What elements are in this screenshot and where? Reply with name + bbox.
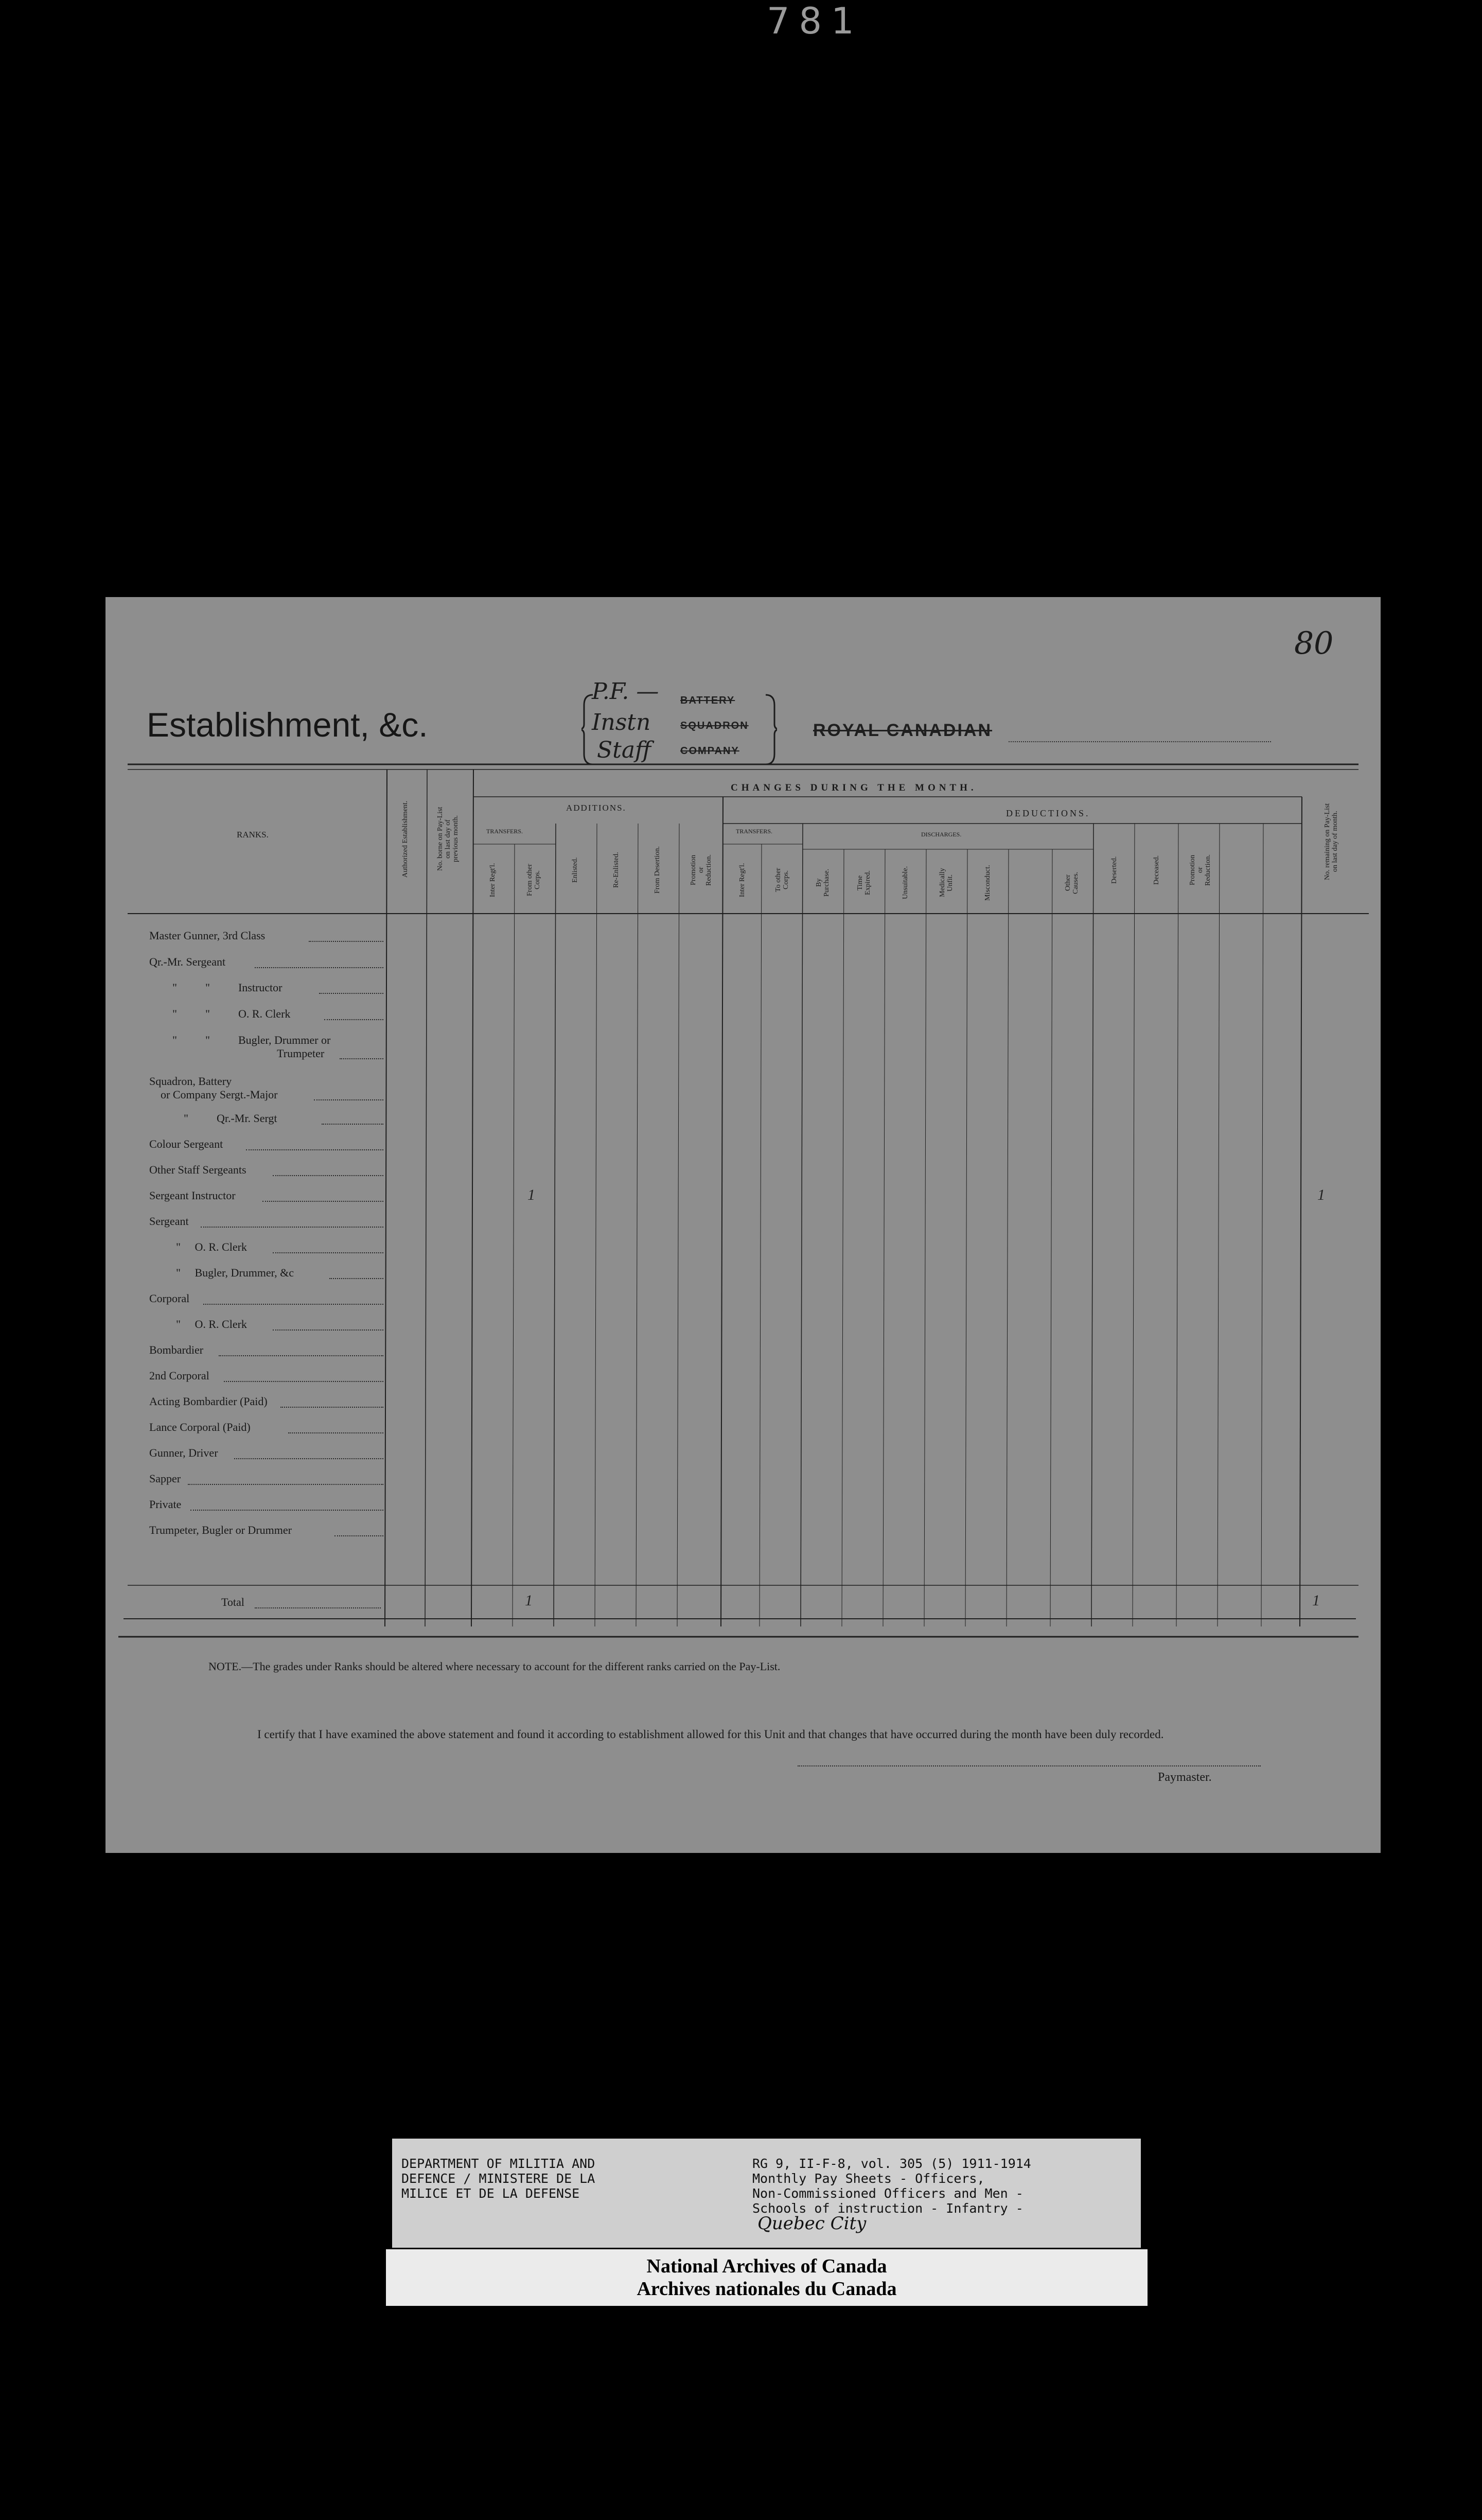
col-add-promotion-reduction: Promotion or Reduction. [690, 854, 713, 886]
col-add-enlisted: Enlisted. [571, 857, 579, 883]
rank-row-sapper: Sapper [149, 1472, 181, 1485]
archive-department: DEPARTMENT OF MILITIA AND DEFENCE / MINISTERE DE LA MILICE ET DE LA DEFENSE [401, 2156, 595, 2201]
struck-company: COMPANY [680, 745, 739, 757]
col-add-inter-regtl: Inter Regt'l. [489, 863, 497, 898]
rank-row-company-sergt-major: Squadron, Battery or Company Sergt.-Major [149, 1075, 278, 1101]
rank-leader-dots [324, 1019, 383, 1020]
rank-leader-dots [340, 1058, 383, 1059]
handwritten-unit-line-1: P.F. — [592, 678, 659, 705]
total-label: Total [221, 1596, 244, 1608]
handwritten-unit-line-3: Staff [597, 737, 651, 763]
deductions-transfers-label: TRANSFERS. [736, 828, 773, 835]
rank-row-qm-instructor: " " Instructor [172, 981, 283, 994]
rank-row-private: Private [149, 1498, 182, 1511]
rank-row-qm-or-clerk: " " O. R. Clerk [172, 1007, 291, 1020]
col-remaining-last-day: No. remaining on Pay-List on last day of month. [1324, 803, 1339, 880]
col-add-from-desertion: From Desertion. [654, 846, 661, 894]
unit-name: ROYAL CANADIAN [813, 721, 993, 740]
col-ded-inter-regtl: Inter Regt'l. [738, 863, 746, 898]
col-discharge-misconduct: Misconduct. [984, 865, 992, 901]
struck-squadron: SQUADRON [680, 720, 749, 731]
col-deceased: Deceased. [1153, 855, 1160, 885]
rank-leader-dots [314, 1099, 383, 1100]
rank-row-trumpeter: Trumpeter, Bugler or Drummer [149, 1524, 292, 1536]
col-ded-to-other-corps: To other Corps. [774, 868, 790, 892]
col-discharge-unsuitable: Unsuitable. [902, 866, 909, 900]
col-discharge-by-purchase: By Purchase. [815, 868, 831, 897]
rank-leader-dots [246, 1149, 383, 1150]
col-add-re-enlisted: Re-Enlisted. [612, 852, 620, 888]
paymaster-signature-line [798, 1765, 1261, 1766]
col-deserted: Deserted. [1110, 856, 1118, 884]
archives-banner [386, 2249, 1148, 2306]
changes-header: CHANGES DURING THE MONTH. [731, 782, 977, 793]
archive-handwritten-location: Quebec City [757, 2213, 867, 2234]
rank-leader-dots [273, 1252, 383, 1253]
rank-leader-dots [224, 1381, 383, 1382]
deductions-header: DEDUCTIONS. [1006, 808, 1090, 818]
paymaster-label: Paymaster. [1158, 1771, 1212, 1784]
col-borne-previous-month: No. borne on Pay-List on last day of previous month. [436, 807, 460, 871]
rank-leader-dots [309, 941, 383, 942]
archives-banner-english: National Archives of Canada [646, 2255, 887, 2277]
archives-banner-french: Archives nationales du Canada [637, 2278, 897, 2300]
col-add-from-other-corps: From other Corps. [526, 864, 541, 897]
rank-leader-dots [273, 1329, 383, 1331]
certificate-statement: I certify that I have examined the above statement and found it according to establishment allowed for this Unit and that changes that have occurred during the month have been duly recorded. [257, 1728, 1164, 1741]
discharges-label: DISCHARGES. [921, 831, 962, 838]
archive-reference: RG 9, II-F-8, vol. 305 (5) 1911-1914 Monthly Pay Sheets - Officers, Non-Commissioned Officers and Men - Schools of instruction - Infantry - [752, 2156, 1031, 2216]
rank-leader-dots [288, 1432, 383, 1433]
rank-row-company-qm-sergt: " Qr.-Mr. Sergt [172, 1112, 277, 1125]
rank-row-sergeant-or-clerk: " O. R. Clerk [165, 1240, 247, 1253]
rank-row-master-gunner: Master Gunner, 3rd Class [149, 929, 266, 942]
rank-row-2nd-corporal: 2nd Corporal [149, 1369, 209, 1382]
rank-row-qm-sergeant: Qr.-Mr. Sergeant [149, 955, 226, 968]
col-discharge-time-expired: Time Expired. [856, 870, 872, 895]
grades-note: NOTE.—The grades under Ranks should be altered where necessary to account for the different ranks carried on the Pay-List. [208, 1660, 781, 1673]
rank-row-other-staff-sergeants: Other Staff Sergeants [149, 1163, 246, 1176]
rank-leader-dots [322, 1124, 383, 1125]
sergeant-instructor-from-other-corps-value: 1 [527, 1186, 535, 1203]
additions-header: ADDITIONS. [566, 803, 626, 813]
rank-leader-dots [234, 1458, 383, 1459]
col-ded-promotion-reduction: Promotion or Reduction. [1189, 854, 1212, 886]
col-discharge-other-causes: Other Causes. [1064, 871, 1080, 894]
rank-row-sergeant-bugler: " Bugler, Drummer, &c [165, 1266, 294, 1279]
rank-row-corporal-or-clerk: " O. R. Clerk [165, 1318, 247, 1331]
rank-row-sergeant-instructor: Sergeant Instructor [149, 1189, 236, 1202]
rank-leader-dots [219, 1355, 383, 1356]
handwritten-unit-line-2: Instn [592, 709, 651, 736]
ranks-header: RANKS. [237, 830, 269, 839]
total-from-other-corps-value: 1 [525, 1592, 533, 1609]
rank-leader-dots [188, 1484, 383, 1485]
col-discharge-medically-unfit: Medically Unfit. [939, 868, 954, 898]
rank-leader-dots [319, 993, 383, 994]
rank-leader-dots [201, 1227, 383, 1228]
additions-transfers-label: TRANSFERS. [486, 828, 523, 835]
struck-battery: BATTERY [680, 695, 735, 706]
total-remaining-value: 1 [1312, 1592, 1320, 1609]
col-authorized-establishment: Authorized Establishment. [401, 800, 409, 878]
rank-leader-dots [334, 1535, 383, 1536]
microfilm-frame-number: 781 [767, 0, 863, 42]
rank-row-sergeant: Sergeant [149, 1215, 189, 1228]
archive-reference-label [392, 2139, 1141, 2248]
rank-row-acting-bombardier: Acting Bombardier (Paid) [149, 1395, 268, 1408]
rank-leader-dots [255, 1607, 381, 1608]
rank-leader-dots [262, 1201, 383, 1202]
rank-leader-dots [280, 1407, 383, 1408]
rank-leader-dots [273, 1175, 383, 1176]
rank-leader-dots [255, 967, 383, 968]
rank-row-lance-corporal: Lance Corporal (Paid) [149, 1421, 251, 1433]
rank-leader-dots [203, 1304, 383, 1305]
sheet-number: 80 [1294, 625, 1334, 661]
rank-leader-dots [190, 1510, 383, 1511]
rank-row-qm-bugler: " " Bugler, Drummer or Trumpeter [172, 1034, 331, 1060]
rank-row-bombardier: Bombardier [149, 1343, 204, 1356]
rank-row-gunner-driver: Gunner, Driver [149, 1446, 218, 1459]
rank-row-corporal: Corporal [149, 1292, 190, 1305]
form-title: Establishment, &c. [147, 706, 428, 744]
sergeant-instructor-remaining-value: 1 [1317, 1186, 1325, 1203]
rank-row-colour-sergeant: Colour Sergeant [149, 1137, 223, 1150]
rank-leader-dots [329, 1278, 383, 1279]
